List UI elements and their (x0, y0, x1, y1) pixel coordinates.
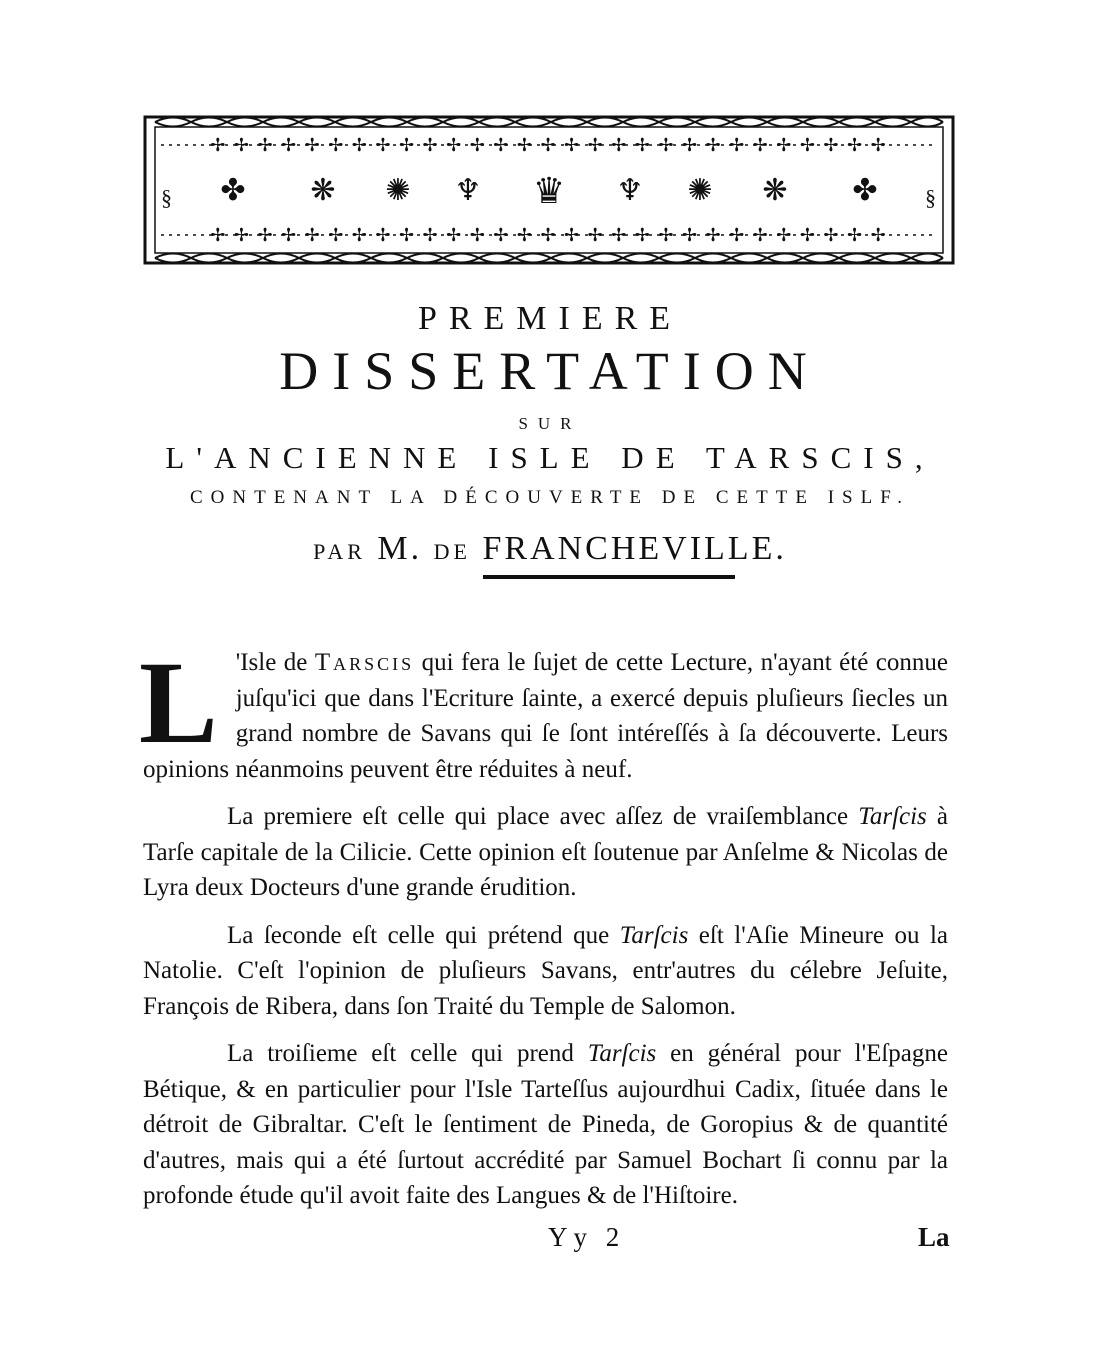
author-name: FRANCHEVILLE. (482, 530, 787, 567)
svg-text:✤: ✤ (220, 174, 246, 207)
p4-text-b: en général pour l'Eſpagne Bétique, & en particulier pour l'Isle Tarteſſus aujourdhui Cadix, ſituée dans le détroit de Gibraltar. C'eſt le ſentiment de Pineda, de Goropius & de quantité d'autres, mais qui a été ſurtout accrédité par Samuel Bochart ſi connu par la profonde étude qu'il avoit faite des Langues & de l'Hiſtoire. (143, 1040, 948, 1209)
title-rule (483, 575, 735, 579)
svg-text:✤: ✤ (852, 174, 878, 207)
p1-text-a: 'Isle de (235, 649, 315, 676)
p3-text-b: eſt l'Aſie Mineure ou la Natolie. C'eſt l'opinion de pluſieurs Savans, entr'autres du célebre Jeſuite, François de Ribera, dans ſon Traité du Temple de Salomon. (143, 921, 949, 1020)
author-par: PAR (313, 539, 366, 564)
title-author (0, 530, 1100, 568)
author-de: DE (433, 539, 471, 564)
svg-text:♆: ♆ (616, 174, 644, 207)
p3-text-a: La ſeconde eſt celle qui prétend que (227, 921, 620, 949)
drop-cap: L (139, 637, 218, 768)
paragraph-1 (139, 615, 948, 787)
title-premiere: PREMIERE (417, 300, 683, 337)
svg-text:♛: ♛ (532, 171, 566, 211)
title-contenant: CONTENANT LA DÉCOUVERTE DE CETTE ISLF. (189, 487, 910, 508)
svg-text:✺: ✺ (687, 174, 713, 207)
svg-text:§: § (161, 185, 172, 210)
p4-italic: Tarſcis (587, 1040, 657, 1067)
title-sur: SUR (518, 414, 582, 433)
svg-text:✢ ✢ ✢ ✢ ✢ ✢ ✢ ✢ ✢ ✢ ✢ ✢ ✢ ✢ ✢: ✢ ✢ ✢ ✢ ✢ ✢ ✢ ✢ ✢ ✢ ✢ ✢ ✢ ✢ ✢ ✢ ✢ ✢ ✢ ✢ ✢ ✢ ✢ ✢ ✢ ✢ ✢ ✢ ✢ (210, 135, 888, 155)
p2-text-b: à Tarſe capitale de la Cilicie. Cette opinion eſt ſoutenue par Anſelme & Nicolas de Lyra deux Docteurs d'une grande érudition. (143, 803, 948, 901)
p1-tarscis: Tarscis (314, 649, 415, 676)
body-text (139, 615, 949, 1226)
svg-text:§: § (925, 185, 936, 210)
svg-text:✺: ✺ (385, 174, 411, 207)
svg-text:❋: ❋ (762, 174, 788, 207)
paragraph-4 (143, 1036, 948, 1214)
p2-text-a: La premiere eſt celle qui place avec aſſez de vraiſemblance (227, 803, 859, 830)
p3-italic: Tarſcis (619, 921, 689, 949)
signature-mark: Yy 2 (548, 1222, 626, 1252)
title-dissertation: DISSERTATION (279, 341, 821, 401)
paragraph-3 (143, 918, 948, 1025)
header-ornament (143, 115, 955, 265)
catchword: La (918, 1222, 950, 1252)
author-m: M. (377, 530, 423, 567)
p2-italic: Tarſcis (858, 803, 927, 830)
title-ancienne-isle: L'ANCIENNE ISLE DE TARSCIS, (165, 440, 935, 475)
paragraph-2 (143, 799, 948, 906)
p1-text-b: qui fera le ſujet de cette Lecture, n'ayant été connue juſqu'ici que dans l'Ecriture ſainte, a exercé depuis pluſieurs ſiecles un grand nombre de Savans qui ſe ſont intéreſſés à ſa découverte. Leurs opinions néanmoins peuvent être réduites à neuf. (143, 649, 948, 783)
p4-text-a: La troiſieme eſt celle qui prend (227, 1040, 588, 1067)
svg-text:✢ ✢ ✢ ✢ ✢ ✢ ✢ ✢ ✢ ✢ ✢ ✢ ✢ ✢ ✢: ✢ ✢ ✢ ✢ ✢ ✢ ✢ ✢ ✢ ✢ ✢ ✢ ✢ ✢ ✢ ✢ ✢ ✢ ✢ ✢ ✢ ✢ ✢ ✢ ✢ ✢ ✢ ✢ ✢ (210, 225, 888, 245)
svg-text:❋: ❋ (310, 174, 336, 207)
svg-text:♆: ♆ (454, 174, 482, 207)
